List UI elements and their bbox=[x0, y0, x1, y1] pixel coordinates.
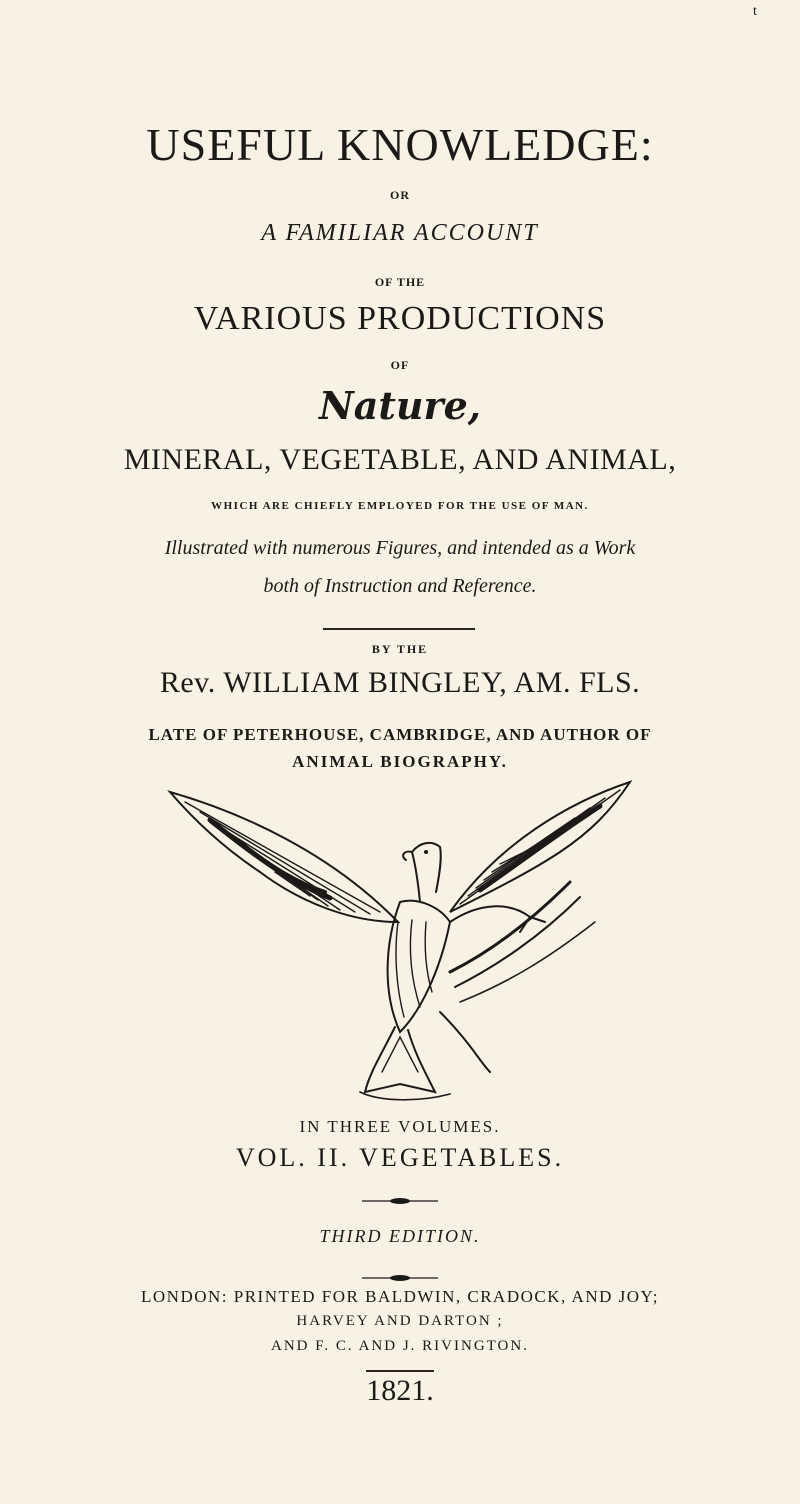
author-name: Rev. WILLIAM BINGLEY, AM. FLS. bbox=[159, 666, 641, 699]
volume-line: VOL. II. VEGETABLES. bbox=[235, 1143, 565, 1172]
of-connector: OF bbox=[390, 358, 410, 372]
kingdoms-line: MINERAL, VEGETABLE, AND ANIMAL, bbox=[123, 443, 677, 476]
subtitle-familiar-account: A FAMILIAR ACCOUNT bbox=[261, 220, 539, 246]
or-connector: OR bbox=[390, 188, 410, 202]
imprint-harvey: HARVEY AND DARTON ; bbox=[296, 1313, 504, 1329]
year-rule bbox=[366, 1370, 434, 1372]
which-employed-line: WHICH ARE CHIEFLY EMPLOYED FOR THE USE OF MAN. bbox=[211, 500, 589, 512]
illustrated-line-2: both of Instruction and Reference. bbox=[263, 575, 537, 597]
in-three-volumes: IN THREE VOLUMES. bbox=[299, 1117, 501, 1136]
ornament-rule-icon bbox=[360, 1273, 440, 1283]
various-productions: VARIOUS PRODUCTIONS bbox=[193, 300, 607, 337]
divider-rule bbox=[323, 628, 475, 630]
corner-mark: t bbox=[753, 4, 757, 19]
imprint-london: LONDON: PRINTED FOR BALDWIN, CRADOCK, AND JOY; bbox=[141, 1287, 659, 1306]
of-the-connector: OF THE bbox=[374, 275, 426, 289]
publication-year: 1821. bbox=[366, 1374, 434, 1407]
ornament-rule-icon bbox=[360, 1196, 440, 1206]
nature-blackletter: Nature, bbox=[319, 383, 481, 428]
illustrated-line-1: Illustrated with numerous Figures, and intended as a Work bbox=[164, 537, 636, 559]
edition-line: THIRD EDITION. bbox=[319, 1226, 481, 1246]
by-the: BY THE bbox=[371, 642, 429, 656]
author-affiliation-2: ANIMAL BIOGRAPHY. bbox=[292, 752, 508, 771]
imprint-rivington: AND F. C. AND J. RIVINGTON. bbox=[271, 1338, 529, 1354]
main-title: USEFUL KNOWLEDGE: bbox=[146, 119, 654, 170]
author-affiliation-1: LATE OF PETERHOUSE, CAMBRIDGE, AND AUTHOR OF bbox=[148, 725, 652, 744]
eagle-vignette-icon bbox=[150, 772, 650, 1112]
